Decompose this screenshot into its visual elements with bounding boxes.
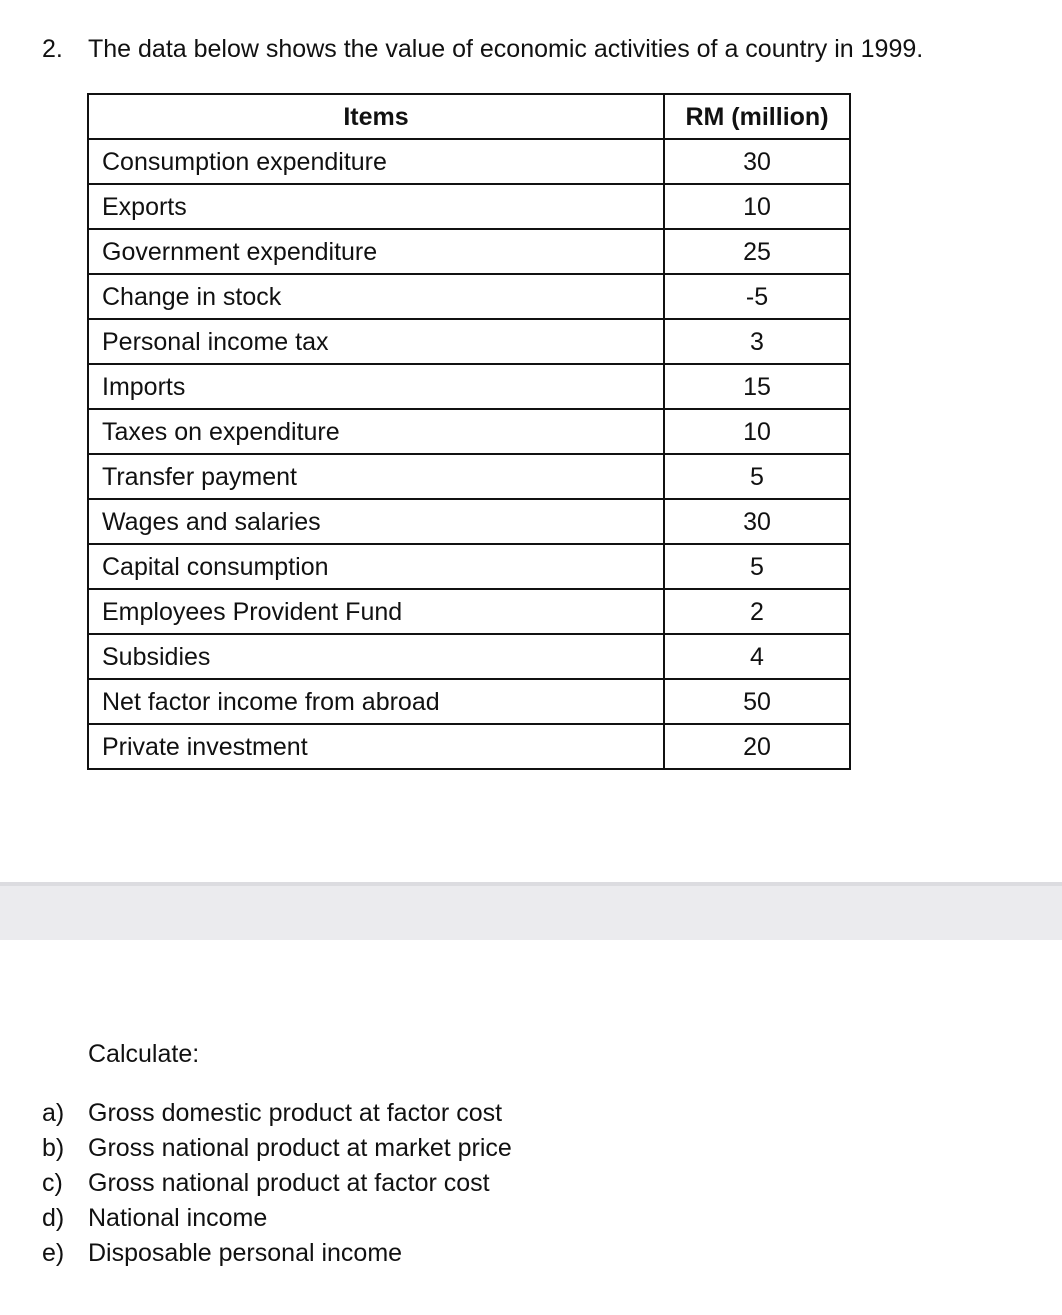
row-item: Exports: [88, 184, 664, 229]
row-item: Change in stock: [88, 274, 664, 319]
row-value: 10: [664, 184, 850, 229]
row-value: 20: [664, 724, 850, 769]
row-value: 50: [664, 679, 850, 724]
table-row: [88, 184, 850, 229]
row-value: 10: [664, 409, 850, 454]
row-value: -5: [664, 274, 850, 319]
task-letter: d): [42, 1204, 65, 1232]
row-value: 15: [664, 364, 850, 409]
row-value: 30: [664, 139, 850, 184]
table-row: [88, 364, 850, 409]
page-separator: [0, 882, 1062, 940]
task-text: Gross national product at factor cost: [88, 1169, 490, 1197]
table-row: [88, 229, 850, 274]
row-item: Consumption expenditure: [88, 139, 664, 184]
table-header-row: [88, 94, 850, 139]
row-item: Net factor income from abroad: [88, 679, 664, 724]
question-text: The data below shows the value of economic activities of a country in 1999.: [88, 35, 924, 63]
table-row: [88, 319, 850, 364]
table-row: [88, 139, 850, 184]
row-item: Government expenditure: [88, 229, 664, 274]
table-row: [88, 454, 850, 499]
task-text: National income: [88, 1204, 268, 1232]
table-row: [88, 409, 850, 454]
task-text: Disposable personal income: [88, 1239, 403, 1267]
row-item: Wages and salaries: [88, 499, 664, 544]
task-letter: e): [42, 1239, 65, 1267]
list-item: [42, 1236, 512, 1271]
row-value: 5: [664, 544, 850, 589]
row-value: 2: [664, 589, 850, 634]
table-row: [88, 634, 850, 679]
task-list: [42, 1096, 512, 1271]
list-item: [42, 1166, 512, 1201]
row-item: Taxes on expenditure: [88, 409, 664, 454]
row-item: Personal income tax: [88, 319, 664, 364]
task-letter: c): [42, 1169, 63, 1197]
table-row: [88, 724, 850, 769]
table-row: [88, 274, 850, 319]
task-text: Gross domestic product at factor cost: [88, 1099, 503, 1127]
header-items: Items: [88, 94, 664, 139]
question-number: 2.: [42, 35, 63, 63]
task-letter: a): [42, 1099, 65, 1127]
task-text: Gross national product at market price: [88, 1134, 512, 1162]
economic-data-table: [87, 93, 851, 770]
row-value: 3: [664, 319, 850, 364]
row-value: 4: [664, 634, 850, 679]
header-rm-million: RM (million): [664, 94, 850, 139]
list-item: [42, 1096, 512, 1131]
row-item: Transfer payment: [88, 454, 664, 499]
list-item: [42, 1201, 512, 1236]
row-item: Subsidies: [88, 634, 664, 679]
calculate-label: Calculate:: [88, 1040, 200, 1068]
row-value: 5: [664, 454, 850, 499]
row-value: 30: [664, 499, 850, 544]
row-item: Imports: [88, 364, 664, 409]
row-value: 25: [664, 229, 850, 274]
task-letter: b): [42, 1134, 65, 1162]
table-row: [88, 679, 850, 724]
list-item: [42, 1131, 512, 1166]
row-item: Private investment: [88, 724, 664, 769]
table-row: [88, 544, 850, 589]
table-row: [88, 589, 850, 634]
row-item: Capital consumption: [88, 544, 664, 589]
table-row: [88, 499, 850, 544]
row-item: Employees Provident Fund: [88, 589, 664, 634]
